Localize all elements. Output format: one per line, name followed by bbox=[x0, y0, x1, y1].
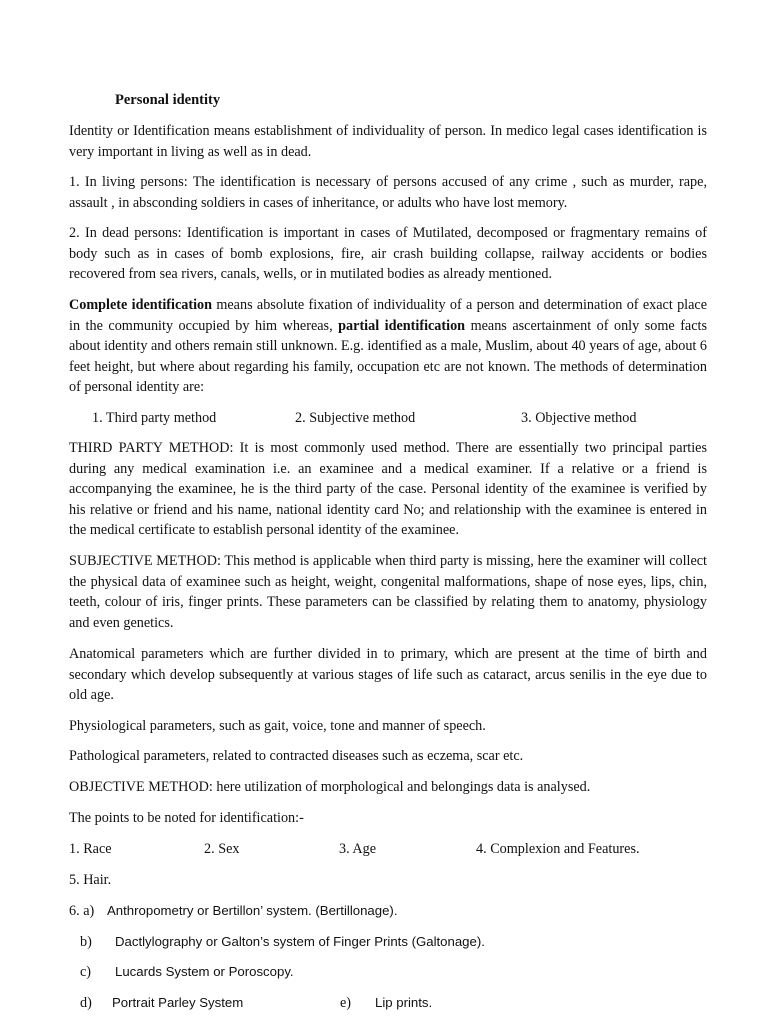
complete-identification-paragraph bbox=[69, 295, 707, 398]
point-hair: 5. Hair. bbox=[69, 872, 112, 888]
living-persons-paragraph: 1. In living persons: The identification is necessary of persons accused of any crime , such as murder, rape, assault , in absconding soldiers in cases of inheritance, or adults who have lost memory. bbox=[69, 174, 707, 211]
sub-item-c-row bbox=[0, 962, 768, 983]
pathological-parameters-paragraph: Pathological parameters, related to contracted diseases such as eczema, scar etc. bbox=[69, 748, 524, 764]
intro-paragraph: Identity or Identification means establishment of individuality of person. In medico legal cases identification is very important in living as well as in dead. bbox=[69, 123, 707, 160]
methods-list bbox=[0, 408, 768, 429]
sub-item-a-number: 6. a) bbox=[69, 903, 95, 919]
point-age: 3. Age bbox=[339, 841, 377, 857]
point-complexion: 4. Complexion and Features. bbox=[476, 841, 640, 857]
method-item-objective: 3. Objective method bbox=[521, 410, 637, 426]
sub-item-a-row bbox=[0, 901, 768, 922]
point-race: 1. Race bbox=[69, 841, 112, 857]
complete-identification-term: Complete identification bbox=[69, 297, 213, 313]
point-hair-row bbox=[0, 870, 768, 891]
sub-item-d-number: d) bbox=[80, 995, 92, 1011]
dead-persons-paragraph: 2. In dead persons: Identification is important in cases of Mutilated, decomposed or fragmentary remains of body such as in cases of bomb explosions, fire, air crash building collapse, railway accidents or bodies recovered from sea rivers, canals, wells, or in mutilated bodies as already mentioned. bbox=[69, 225, 707, 283]
partial-identification-text: means ascertainment of only some facts about identity and others remain still unknown. E.g. identified as a male, Muslim, about 40 years of age, about 6 feet height, but where about regarding his family, occupation etc are not known. The methods of determination of personal identity are: bbox=[69, 317, 707, 396]
method-item-third-party: 1. Third party method bbox=[92, 410, 217, 426]
points-row bbox=[0, 839, 768, 860]
sub-item-e-number: e) bbox=[340, 995, 352, 1011]
page-title: Personal identity bbox=[115, 92, 221, 108]
subjective-method-paragraph: SUBJECTIVE METHOD: This method is applicable when third party is missing, here the examiner will collect the physical data of examinee such as height, weight, congenital malformations, shape of nose eyes, lips, chin, teeth, colour of iris, finger prints. These parameters can be classified by relating them to anatomy, physiology and even genetics. bbox=[69, 553, 707, 631]
sub-item-b-text: Dactlylography or Galton’s system of Finger Prints (Galtonage). bbox=[115, 934, 485, 949]
method-item-subjective: 2. Subjective method bbox=[295, 410, 416, 426]
sub-item-b-row bbox=[0, 932, 768, 953]
sub-item-e-text: Lip prints. bbox=[375, 995, 433, 1010]
sub-item-a-text: Anthropometry or Bertillon’ system. (Bertillonage). bbox=[107, 903, 398, 918]
partial-identification-term: partial identification bbox=[338, 317, 466, 334]
anatomical-parameters-paragraph: Anatomical parameters which are further divided in to primary, which are present at the time of birth and secondary which develop subsequently at various stages of life such as cataract, arcus senilis in the eye due to old age. bbox=[69, 646, 707, 704]
objective-method-paragraph: OBJECTIVE METHOD: here utilization of morphological and belongings data is analysed. bbox=[69, 779, 591, 795]
points-intro: The points to be noted for identification:- bbox=[69, 810, 304, 826]
sub-item-b-number: b) bbox=[80, 934, 92, 950]
sub-item-d-text: Portrait Parley System bbox=[112, 995, 244, 1010]
physiological-parameters-paragraph: Physiological parameters, such as gait, voice, tone and manner of speech. bbox=[69, 718, 486, 734]
sub-item-d-e-row bbox=[0, 993, 768, 1014]
sub-item-c-number: c) bbox=[80, 964, 92, 980]
point-sex: 2. Sex bbox=[204, 841, 240, 857]
third-party-method-paragraph: THIRD PARTY METHOD: It is most commonly used method. There are essentially two principal parties during any medical examination i.e. an examinee and a medical examiner. If a relative or a friend is accompanying the examinee, he is the third party of the case. Personal identity of the examinee is verified by his relative or friend and his name, national identity card No; and relationship with the examinee is entered in the medical certificate to establish personal identity of the examinee. bbox=[69, 440, 707, 539]
sub-item-c-text: Lucards System or Poroscopy. bbox=[115, 964, 294, 979]
complete-identification-text: means absolute fixation of individuality of a person and determination of exact place in the community occupied by him whereas, bbox=[69, 297, 708, 334]
